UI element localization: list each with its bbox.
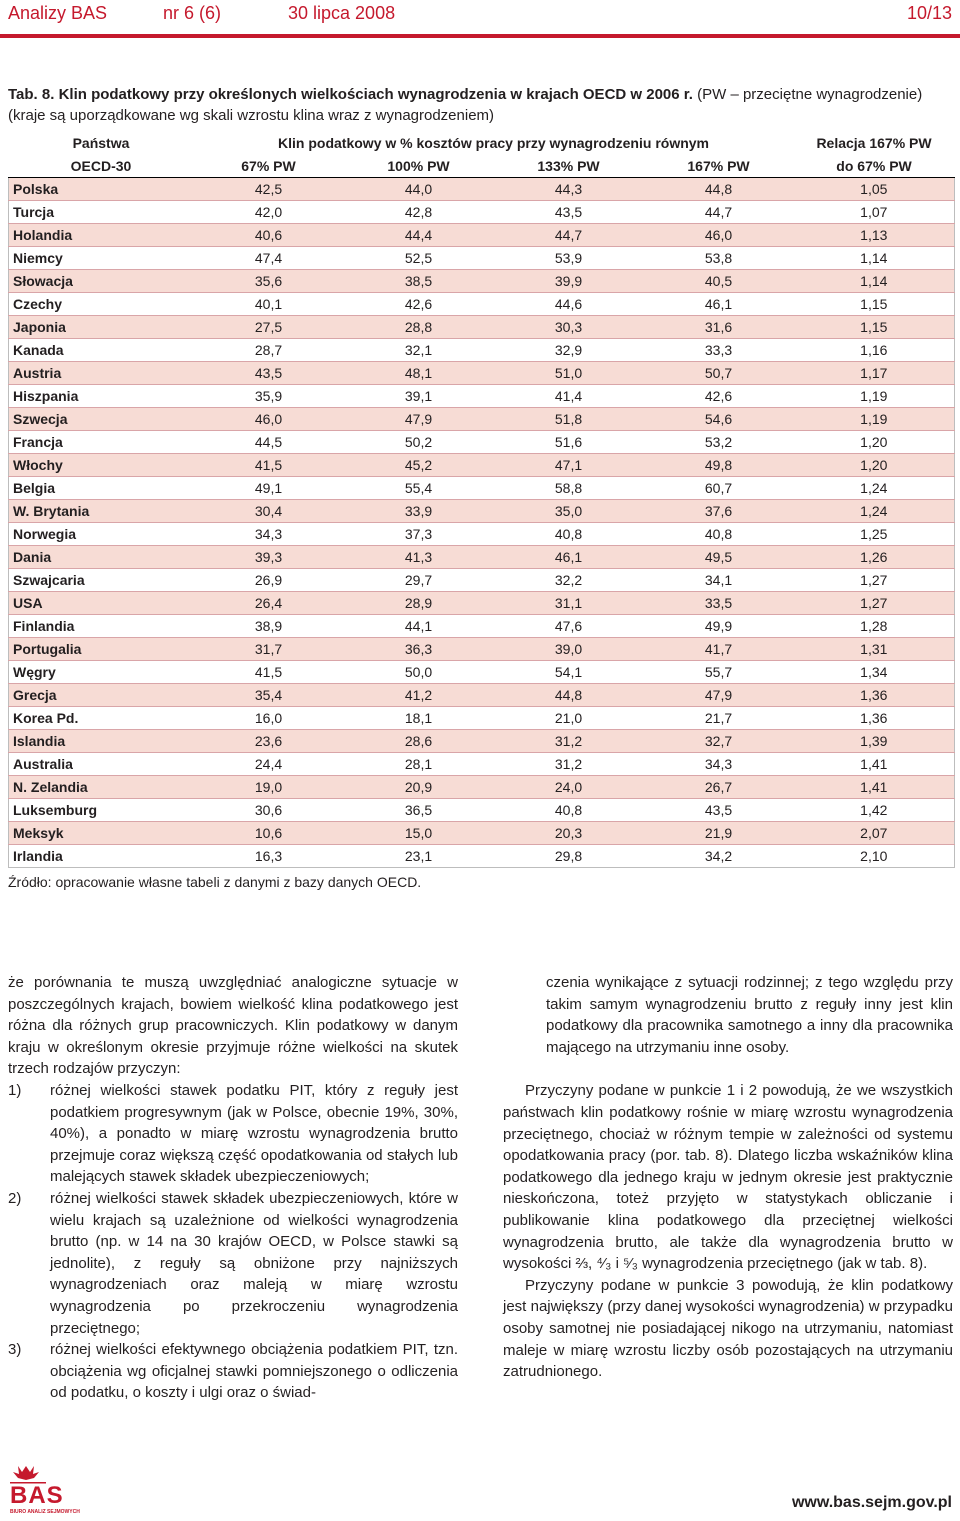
value-cell: 1,28 [794, 615, 955, 638]
column-header-167: 167% PW [644, 155, 794, 178]
value-cell: 40,8 [644, 523, 794, 546]
country-cell: Grecja [9, 684, 194, 707]
value-cell: 53,2 [644, 431, 794, 454]
value-cell: 43,5 [194, 362, 344, 385]
value-cell: 1,13 [794, 224, 955, 247]
table-row [9, 799, 955, 822]
value-cell: 1,24 [794, 500, 955, 523]
value-cell: 33,9 [344, 500, 494, 523]
value-cell: 38,5 [344, 270, 494, 293]
table-row [9, 776, 955, 799]
country-cell: Kanada [9, 339, 194, 362]
value-cell: 1,34 [794, 661, 955, 684]
country-cell: Finlandia [9, 615, 194, 638]
country-cell: Australia [9, 753, 194, 776]
value-cell: 28,6 [344, 730, 494, 753]
value-cell: 29,8 [494, 845, 644, 868]
table-row [9, 408, 955, 431]
value-cell: 1,42 [794, 799, 955, 822]
intro-paragraph: że porównania te muszą uwzględniać analogiczne sytuacje w poszczególnych krajach, bowiem wielkość klina podatkowego jest różna dla różnych grup pracowniczych. Klin podatkowy w danym kraju w określonym okresie przyjmuje różne wielkości na skutek trzech rodzajów przyczyn: [8, 974, 458, 1078]
paragraph: Przyczyny podane w punkcie 3 powodują, że klin podatkowy jest największy (przy danej wysokości wynagrodzenia) w przypadku osoby samotnej nie posiadającej nikogo na utrzymaniu, natomiast maleje w miarę wzrostu liczby osób pozostających na utrzymaniu zatrudnionego. [503, 1276, 953, 1381]
list-item [8, 1339, 458, 1404]
table-row [9, 316, 955, 339]
table-row [9, 431, 955, 454]
value-cell: 44,8 [494, 684, 644, 707]
country-cell: Francja [9, 431, 194, 454]
value-cell: 1,20 [794, 454, 955, 477]
value-cell: 28,8 [344, 316, 494, 339]
list-item [8, 1080, 458, 1188]
left-text-column [8, 972, 458, 1404]
value-cell: 26,7 [644, 776, 794, 799]
value-cell: 49,5 [644, 546, 794, 569]
value-cell: 47,9 [344, 408, 494, 431]
value-cell: 1,14 [794, 247, 955, 270]
country-cell: Japonia [9, 316, 194, 339]
reasons-list [8, 1080, 458, 1404]
table-row [9, 454, 955, 477]
value-cell: 46,0 [644, 224, 794, 247]
value-cell: 40,5 [644, 270, 794, 293]
value-cell: 46,1 [644, 293, 794, 316]
value-cell: 24,0 [494, 776, 644, 799]
country-cell: N. Zelandia [9, 776, 194, 799]
country-cell: Węgry [9, 661, 194, 684]
value-cell: 47,6 [494, 615, 644, 638]
value-cell: 44,1 [344, 615, 494, 638]
country-cell: Korea Pd. [9, 707, 194, 730]
table-row [9, 569, 955, 592]
logo-subtitle: BIURO ANALIZ SEJMOWYCH [10, 1509, 80, 1515]
value-cell: 35,6 [194, 270, 344, 293]
table-row [9, 592, 955, 615]
value-cell: 41,7 [644, 638, 794, 661]
table-source: Źródło: opracowanie własne tabeli z danymi z bazy danych OECD. [8, 874, 422, 890]
table-row [9, 224, 955, 247]
country-cell: USA [9, 592, 194, 615]
value-cell: 33,5 [644, 592, 794, 615]
value-cell: 1,27 [794, 569, 955, 592]
table-row [9, 362, 955, 385]
value-cell: 30,6 [194, 799, 344, 822]
value-cell: 49,1 [194, 477, 344, 500]
value-cell: 41,5 [194, 661, 344, 684]
value-cell: 32,9 [494, 339, 644, 362]
table-row [9, 661, 955, 684]
value-cell: 37,6 [644, 500, 794, 523]
value-cell: 1,26 [794, 546, 955, 569]
value-cell: 18,1 [344, 707, 494, 730]
country-header-line1: Państwa [72, 134, 130, 151]
country-cell: Luksemburg [9, 799, 194, 822]
value-cell: 24,4 [194, 753, 344, 776]
value-cell: 31,6 [644, 316, 794, 339]
caption-note: (PW – przeciętne wynagrodzenie) (kraje są uporządkowane wg skali wzrostu klina wraz z wynagrodzeniem) [8, 86, 923, 124]
value-cell: 1,16 [794, 339, 955, 362]
value-cell: 31,2 [494, 730, 644, 753]
value-cell: 16,3 [194, 845, 344, 868]
table-row [9, 546, 955, 569]
table-row [9, 477, 955, 500]
value-cell: 1,31 [794, 638, 955, 661]
value-cell: 46,1 [494, 546, 644, 569]
value-cell: 50,7 [644, 362, 794, 385]
page-header [0, 0, 960, 32]
country-cell: Szwecja [9, 408, 194, 431]
value-cell: 1,36 [794, 707, 955, 730]
value-cell: 27,5 [194, 316, 344, 339]
value-cell: 1,17 [794, 362, 955, 385]
value-cell: 54,6 [644, 408, 794, 431]
caption-label: Tab. 8. Klin podatkowy przy określonych wielkościach wynagrodzenia w krajach OECD w 2006 r. [8, 86, 693, 103]
value-cell: 39,0 [494, 638, 644, 661]
table-row [9, 500, 955, 523]
value-cell: 32,2 [494, 569, 644, 592]
value-cell: 28,7 [194, 339, 344, 362]
value-cell: 49,9 [644, 615, 794, 638]
value-cell: 1,15 [794, 293, 955, 316]
value-cell: 1,19 [794, 385, 955, 408]
value-cell: 1,25 [794, 523, 955, 546]
value-cell: 35,0 [494, 500, 644, 523]
value-cell: 42,8 [344, 201, 494, 224]
value-cell: 42,6 [344, 293, 494, 316]
value-cell: 45,2 [344, 454, 494, 477]
country-cell: Meksyk [9, 822, 194, 845]
value-cell: 1,39 [794, 730, 955, 753]
value-cell: 55,4 [344, 477, 494, 500]
value-cell: 32,7 [644, 730, 794, 753]
value-cell: 42,6 [644, 385, 794, 408]
value-cell: 34,1 [644, 569, 794, 592]
value-cell: 41,5 [194, 454, 344, 477]
table-row [9, 707, 955, 730]
value-cell: 1,41 [794, 776, 955, 799]
list-item-text: różnej wielkości stawek podatku PIT, który z reguły jest podatkiem progresywnym (jak w Polsce, obecnie 19%, 30%, 40%), a ponadto w miarę wzrostu wynagrodzenia brutto przejmuje coraz większą część opodatkowania od stałych lub malejących stawek składek ubezpieczeniowych; [50, 1081, 458, 1186]
country-cell: Norwegia [9, 523, 194, 546]
value-cell: 36,3 [344, 638, 494, 661]
list-item [8, 1188, 458, 1339]
country-cell: Słowacja [9, 270, 194, 293]
header-rule [0, 34, 960, 38]
value-cell: 55,7 [644, 661, 794, 684]
country-cell: Polska [9, 178, 194, 201]
value-cell: 43,5 [644, 799, 794, 822]
value-cell: 48,1 [344, 362, 494, 385]
value-cell: 43,5 [494, 201, 644, 224]
footer-url[interactable]: www.bas.sejm.gov.pl [791, 1494, 952, 1511]
tax-wedge-table [8, 131, 955, 868]
country-cell: Islandia [9, 730, 194, 753]
value-cell: 36,5 [344, 799, 494, 822]
value-cell: 38,9 [194, 615, 344, 638]
value-cell: 2,07 [794, 822, 955, 845]
value-cell: 58,8 [494, 477, 644, 500]
value-cell: 26,4 [194, 592, 344, 615]
table-row [9, 753, 955, 776]
column-header-100: 100% PW [344, 155, 494, 178]
right-text-column [503, 972, 953, 1383]
table-row [9, 201, 955, 224]
value-cell: 26,9 [194, 569, 344, 592]
group-header: Klin podatkowy w % kosztów pracy przy wynagrodzeniu równym [278, 134, 709, 151]
value-cell: 42,0 [194, 201, 344, 224]
table-caption [8, 84, 954, 126]
table-row [9, 293, 955, 316]
value-cell: 50,2 [344, 431, 494, 454]
table-row [9, 638, 955, 661]
country-cell: Holandia [9, 224, 194, 247]
table-row [9, 339, 955, 362]
value-cell: 1,24 [794, 477, 955, 500]
table-row [9, 247, 955, 270]
value-cell: 23,6 [194, 730, 344, 753]
value-cell: 21,7 [644, 707, 794, 730]
value-cell: 1,19 [794, 408, 955, 431]
value-cell: 23,1 [344, 845, 494, 868]
table-row [9, 523, 955, 546]
value-cell: 31,7 [194, 638, 344, 661]
country-cell: Turcja [9, 201, 194, 224]
table-body [9, 178, 955, 868]
value-cell: 1,05 [794, 178, 955, 201]
page-number: 10/13 [906, 3, 952, 23]
value-cell: 16,0 [194, 707, 344, 730]
value-cell: 32,1 [344, 339, 494, 362]
value-cell: 44,4 [344, 224, 494, 247]
value-cell: 44,0 [344, 178, 494, 201]
value-cell: 1,27 [794, 592, 955, 615]
column-header-67: 67% PW [194, 155, 344, 178]
relation-header-line2: do 67% PW [794, 155, 955, 178]
country-cell: Portugalia [9, 638, 194, 661]
value-cell: 35,9 [194, 385, 344, 408]
continuation-paragraph: czenia wynikające z sytuacji rodzinnej; z tego względu przy takim samym wynagrodzeniu brutto z reguły inny jest klin podatkowy dla pracownika samotnego a inny dla pracownika mającego na utrzymaniu inne osoby. [546, 974, 953, 1056]
value-cell: 44,5 [194, 431, 344, 454]
paragraph: Przyczyny podane w punkcie 1 i 2 powodują, że we wszystkich państwach klin podatkowy rośnie w miarę wzrostu wynagrodzenia przeciętnego, chociaż w różnym tempie w zależności od systemu opodatkowania pracy (por. tab. 8). Dlatego liczba wskaźników klina podatkowego dla jednego kraju w jednym okresie jest praktycznie nieskończona, toteż przyjęto w statystykach obliczanie i publikowanie klina podatkowego dla przeciętnej wielkości wynagrodzenia brutto, ale także dla wynagrodzenia brutto w wysokości ⅔, ⁴⁄₃ i ⁵⁄₃ wynagrodzenia przeciętnego (jak w tab. 8). [503, 1082, 953, 1273]
value-cell: 40,8 [494, 523, 644, 546]
value-cell: 40,8 [494, 799, 644, 822]
value-cell: 34,3 [194, 523, 344, 546]
value-cell: 28,9 [344, 592, 494, 615]
value-cell: 47,1 [494, 454, 644, 477]
value-cell: 31,2 [494, 753, 644, 776]
value-cell: 53,9 [494, 247, 644, 270]
country-cell: Włochy [9, 454, 194, 477]
value-cell: 47,9 [644, 684, 794, 707]
value-cell: 42,5 [194, 178, 344, 201]
relation-header-line1: Relacja 167% PW [816, 134, 932, 151]
table-row [9, 178, 955, 201]
bas-logo [6, 1464, 116, 1516]
value-cell: 1,41 [794, 753, 955, 776]
country-cell: Hiszpania [9, 385, 194, 408]
table-row [9, 615, 955, 638]
value-cell: 28,1 [344, 753, 494, 776]
value-cell: 40,6 [194, 224, 344, 247]
value-cell: 19,0 [194, 776, 344, 799]
country-cell: W. Brytania [9, 500, 194, 523]
value-cell: 51,8 [494, 408, 644, 431]
value-cell: 34,2 [644, 845, 794, 868]
issue-date: 30 lipca 2008 [288, 3, 396, 23]
value-cell: 39,1 [344, 385, 494, 408]
value-cell: 40,1 [194, 293, 344, 316]
value-cell: 49,8 [644, 454, 794, 477]
value-cell: 15,0 [344, 822, 494, 845]
value-cell: 1,20 [794, 431, 955, 454]
value-cell: 31,1 [494, 592, 644, 615]
value-cell: 44,7 [494, 224, 644, 247]
table-row [9, 385, 955, 408]
value-cell: 44,8 [644, 178, 794, 201]
value-cell: 1,14 [794, 270, 955, 293]
table-row [9, 822, 955, 845]
value-cell: 34,3 [644, 753, 794, 776]
value-cell: 20,3 [494, 822, 644, 845]
column-header-133: 133% PW [494, 155, 644, 178]
value-cell: 60,7 [644, 477, 794, 500]
value-cell: 41,3 [344, 546, 494, 569]
value-cell: 10,6 [194, 822, 344, 845]
list-item-text: różnej wielkości efektywnego obciążenia podatkiem PIT, tzn. obciążenia wg oficjalnej stawki pomniejszonego o odliczenia od podatku, o koszty i ulgi oraz o świad- [50, 1341, 458, 1402]
value-cell: 30,4 [194, 500, 344, 523]
value-cell: 21,0 [494, 707, 644, 730]
country-cell: Szwajcaria [9, 569, 194, 592]
value-cell: 53,8 [644, 247, 794, 270]
table-row [9, 684, 955, 707]
logo-text: BAS [10, 1482, 64, 1509]
country-header-line2: OECD-30 [9, 155, 194, 178]
value-cell: 44,3 [494, 178, 644, 201]
list-item-number: 2) [8, 1189, 22, 1207]
country-cell: Irlandia [9, 845, 194, 868]
publication-title: Analizy BAS [8, 3, 108, 23]
value-cell: 1,15 [794, 316, 955, 339]
value-cell: 50,0 [344, 661, 494, 684]
list-item-number: 1) [8, 1081, 22, 1099]
value-cell: 46,0 [194, 408, 344, 431]
value-cell: 39,3 [194, 546, 344, 569]
value-cell: 37,3 [344, 523, 494, 546]
value-cell: 1,07 [794, 201, 955, 224]
table-row [9, 270, 955, 293]
list-item-text: różnej wielkości stawek składek ubezpieczeniowych, które w wielu krajach są uzależnione od wielkości wynagrodzenia brutto (np. w 14 na 30 krajów OECD, w Polsce stawki są jednolite), z reguły są obniżone przy najniższych wynagrodzeniach oraz maleją w miarę wzrostu wynagrodzenia po przekroczeniu wynagrodzenia przeciętnego; [50, 1189, 458, 1337]
value-cell: 35,4 [194, 684, 344, 707]
value-cell: 51,6 [494, 431, 644, 454]
issue-number: nr 6 (6) [163, 3, 222, 23]
value-cell: 1,36 [794, 684, 955, 707]
value-cell: 51,0 [494, 362, 644, 385]
country-cell: Niemcy [9, 247, 194, 270]
table-row [9, 845, 955, 868]
value-cell: 2,10 [794, 845, 955, 868]
country-cell: Austria [9, 362, 194, 385]
table-row [9, 730, 955, 753]
country-cell: Czechy [9, 293, 194, 316]
value-cell: 29,7 [344, 569, 494, 592]
value-cell: 33,3 [644, 339, 794, 362]
country-cell: Dania [9, 546, 194, 569]
list-item-number: 3) [8, 1341, 22, 1359]
value-cell: 21,9 [644, 822, 794, 845]
value-cell: 30,3 [494, 316, 644, 339]
value-cell: 44,7 [644, 201, 794, 224]
value-cell: 52,5 [344, 247, 494, 270]
value-cell: 41,2 [344, 684, 494, 707]
value-cell: 41,4 [494, 385, 644, 408]
value-cell: 54,1 [494, 661, 644, 684]
value-cell: 44,6 [494, 293, 644, 316]
value-cell: 39,9 [494, 270, 644, 293]
country-cell: Belgia [9, 477, 194, 500]
value-cell: 47,4 [194, 247, 344, 270]
value-cell: 20,9 [344, 776, 494, 799]
